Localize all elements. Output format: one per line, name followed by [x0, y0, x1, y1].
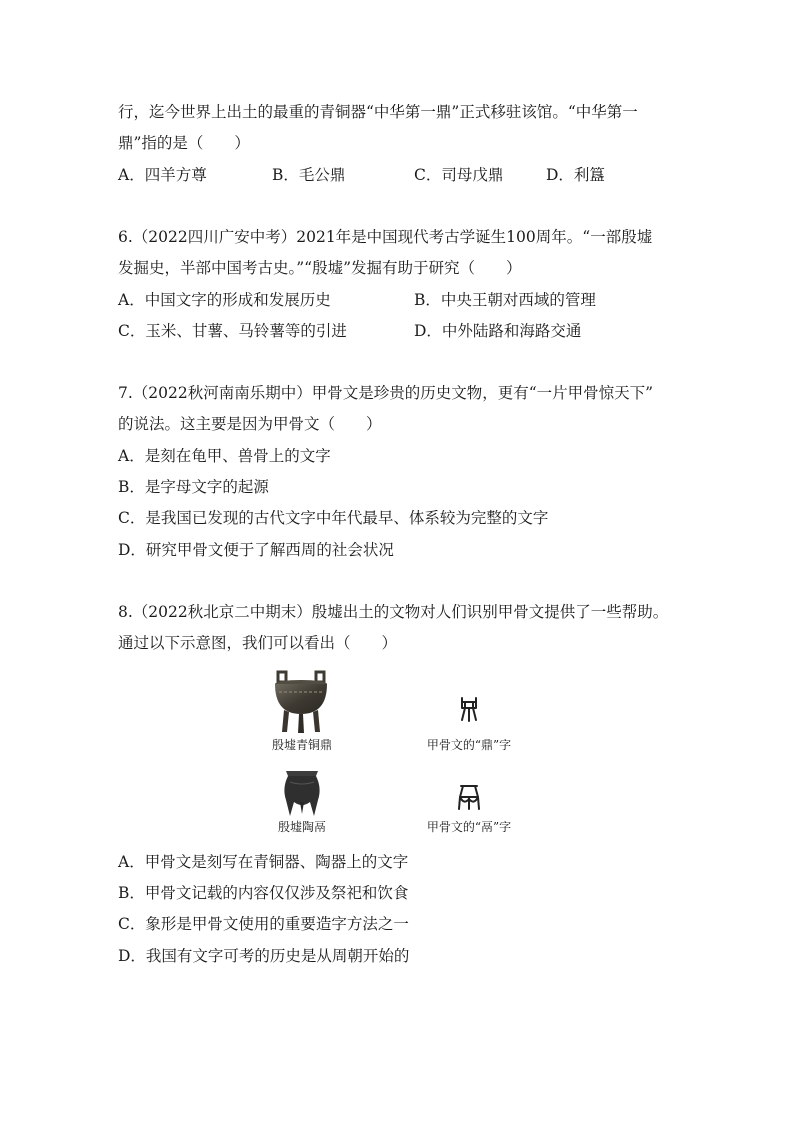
q8-stem-line2: 通过以下示意图，我们可以看出（ ） [118, 634, 398, 652]
q7-stem-line2: 的说法。这主要是因为甲骨文（ ） [118, 415, 382, 433]
bronze-ding-image [270, 670, 332, 734]
q7-option-b: B．是字母文字的起源 [118, 478, 269, 496]
q7-stem-line1: 7.（2022秋河南南乐期中）甲骨文是珍贵的历史文物，更有“一片甲骨惊天下” [118, 384, 654, 402]
bronze-ding-caption: 殷墟青铜鼎 [271, 738, 332, 752]
q6-option-d: D．中外陆路和海路交通 [414, 322, 582, 340]
q5-stem-line1: 行，迄今世界上出土的最重的青铜器“中华第一鼎”正式移驻该馆。“中华第一 [118, 103, 638, 121]
q6-option-a: A．中国文字的形成和发展历史 [118, 291, 331, 309]
q5-option-c: C．司母戊鼎 [414, 166, 504, 184]
pottery-li-image [280, 768, 324, 818]
q5-option-d: D．利簋 [546, 166, 605, 184]
q5-stem-line2: 鼎”指的是（ ） [118, 134, 250, 152]
q8-option-b: B．甲骨文记载的内容仅仅涉及祭祀和饮食 [118, 884, 409, 902]
q6-stem-line1: 6.（2022四川广安中考）2021年是中国现代考古学诞生100周年。“一部殷墟 [118, 228, 653, 246]
q6-option-c: C．玉米、甘薯、马铃薯等的引进 [118, 322, 347, 340]
q6-option-b: B．中央王朝对西域的管理 [414, 291, 596, 309]
q7-option-d: D．研究甲骨文便于了解西周的社会状况 [118, 541, 394, 559]
q5-option-b: B．毛公鼎 [272, 166, 346, 184]
q5-option-a: A．四羊方尊 [118, 166, 207, 184]
oracle-li-character-icon [457, 783, 481, 811]
q8-stem-line1: 8.（2022秋北京二中期末）殷墟出土的文物对人们识别甲骨文提供了一些帮助。 [118, 603, 669, 621]
pottery-li-caption: 殷墟陶鬲 [277, 820, 326, 834]
q8-option-a: A．甲骨文是刻写在青铜器、陶器上的文字 [118, 853, 409, 871]
oracle-ding-character-icon [458, 696, 480, 722]
q8-option-d: D．我国有文字可考的历史是从周朝开始的 [118, 947, 410, 965]
q8-option-c: C．象形是甲骨文使用的重要造字方法之一 [118, 915, 409, 933]
q7-option-c: C．是我国已发现的古代文字中年代最早、体系较为完整的文字 [118, 509, 549, 527]
q6-stem-line2: 发掘史，半部中国考古史。”“殷墟”发掘有助于研究（ ） [118, 259, 522, 277]
oracle-ding-caption: 甲骨文的“鼎”字 [426, 738, 512, 752]
q7-option-a: A．是刻在龟甲、兽骨上的文字 [118, 447, 331, 465]
oracle-li-caption: 甲骨文的“鬲”字 [426, 820, 512, 834]
